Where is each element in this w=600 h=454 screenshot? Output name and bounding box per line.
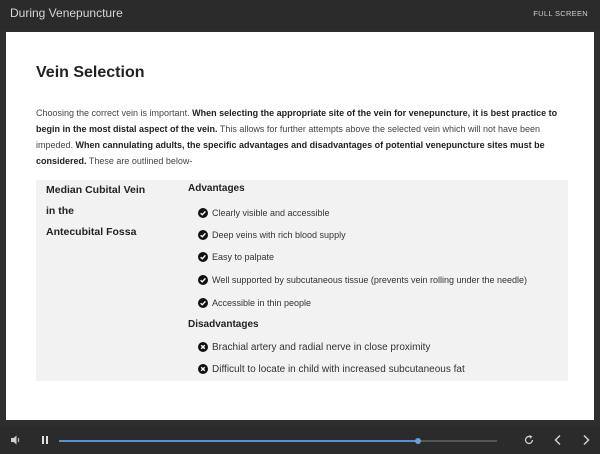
advantage-item xyxy=(198,273,527,287)
vein-name-line: in the xyxy=(46,205,74,217)
advantage-item xyxy=(198,250,274,264)
intro-text-3: These are outlined below- xyxy=(86,156,193,166)
vein-panel xyxy=(36,180,568,381)
check-circle-icon xyxy=(198,208,208,218)
page-title: Vein Selection xyxy=(36,64,145,81)
intro-text-1: Choosing the correct vein is important. xyxy=(36,108,193,118)
disadvantages-heading: Disadvantages xyxy=(188,319,259,330)
fullscreen-button[interactable]: FULL SCREEN xyxy=(533,9,588,18)
advantage-item xyxy=(198,296,311,310)
x-circle-icon xyxy=(198,364,208,374)
check-circle-icon xyxy=(198,252,208,262)
check-circle-icon xyxy=(198,275,208,285)
slide-content xyxy=(6,32,594,420)
top-bar xyxy=(0,0,600,30)
vein-name-line: Median Cubital Vein xyxy=(46,184,146,196)
player-controls xyxy=(0,426,600,454)
intro-bold-1: When selecting the appropriate site of the vein for venepuncture, it is best practice to begin in the most distal aspect of the vein. xyxy=(36,108,558,134)
progress-bar[interactable] xyxy=(59,440,497,442)
advantage-item xyxy=(198,228,346,242)
previous-icon[interactable] xyxy=(552,434,564,446)
advantages-heading: Advantages xyxy=(188,183,245,194)
disadvantage-item xyxy=(198,340,430,354)
progress-handle[interactable] xyxy=(415,438,421,444)
intro-bold-2: When cannulating adults, the specific advantages and disadvantages of potential venepuncture sites must be considered. xyxy=(36,140,545,166)
pause-icon[interactable] xyxy=(39,434,51,446)
lesson-title: During Venepuncture xyxy=(10,6,123,20)
advantage-text: Deep veins with rich blood supply xyxy=(212,230,346,240)
advantage-text: Accessible in thin people xyxy=(212,298,312,308)
vein-name-line: Antecubital Fossa xyxy=(46,226,137,238)
volume-icon[interactable] xyxy=(10,434,22,446)
intro-paragraph xyxy=(36,105,566,169)
progress-fill xyxy=(59,440,418,442)
advantage-text: Well supported by subcutaneous tissue (prevents vein rolling under the needle) xyxy=(212,275,528,285)
vein-name xyxy=(46,180,176,243)
disadvantage-text: Difficult to locate in child with increased subcutaneous fat xyxy=(212,363,465,375)
advantage-text: Clearly visible and accessible xyxy=(212,208,330,218)
disadvantage-text: Brachial artery and radial nerve in close proximity xyxy=(212,341,431,353)
x-circle-icon xyxy=(198,342,208,352)
check-circle-icon xyxy=(198,230,208,240)
check-circle-icon xyxy=(198,298,208,308)
next-icon[interactable] xyxy=(580,434,592,446)
disadvantage-item xyxy=(198,362,465,376)
advantage-text: Easy to palpate xyxy=(212,252,275,262)
replay-icon[interactable] xyxy=(523,434,535,446)
advantage-item xyxy=(198,206,330,220)
intro-text-2: This allows for further attempts above the selected vein which will not have been impeded. xyxy=(36,124,541,150)
